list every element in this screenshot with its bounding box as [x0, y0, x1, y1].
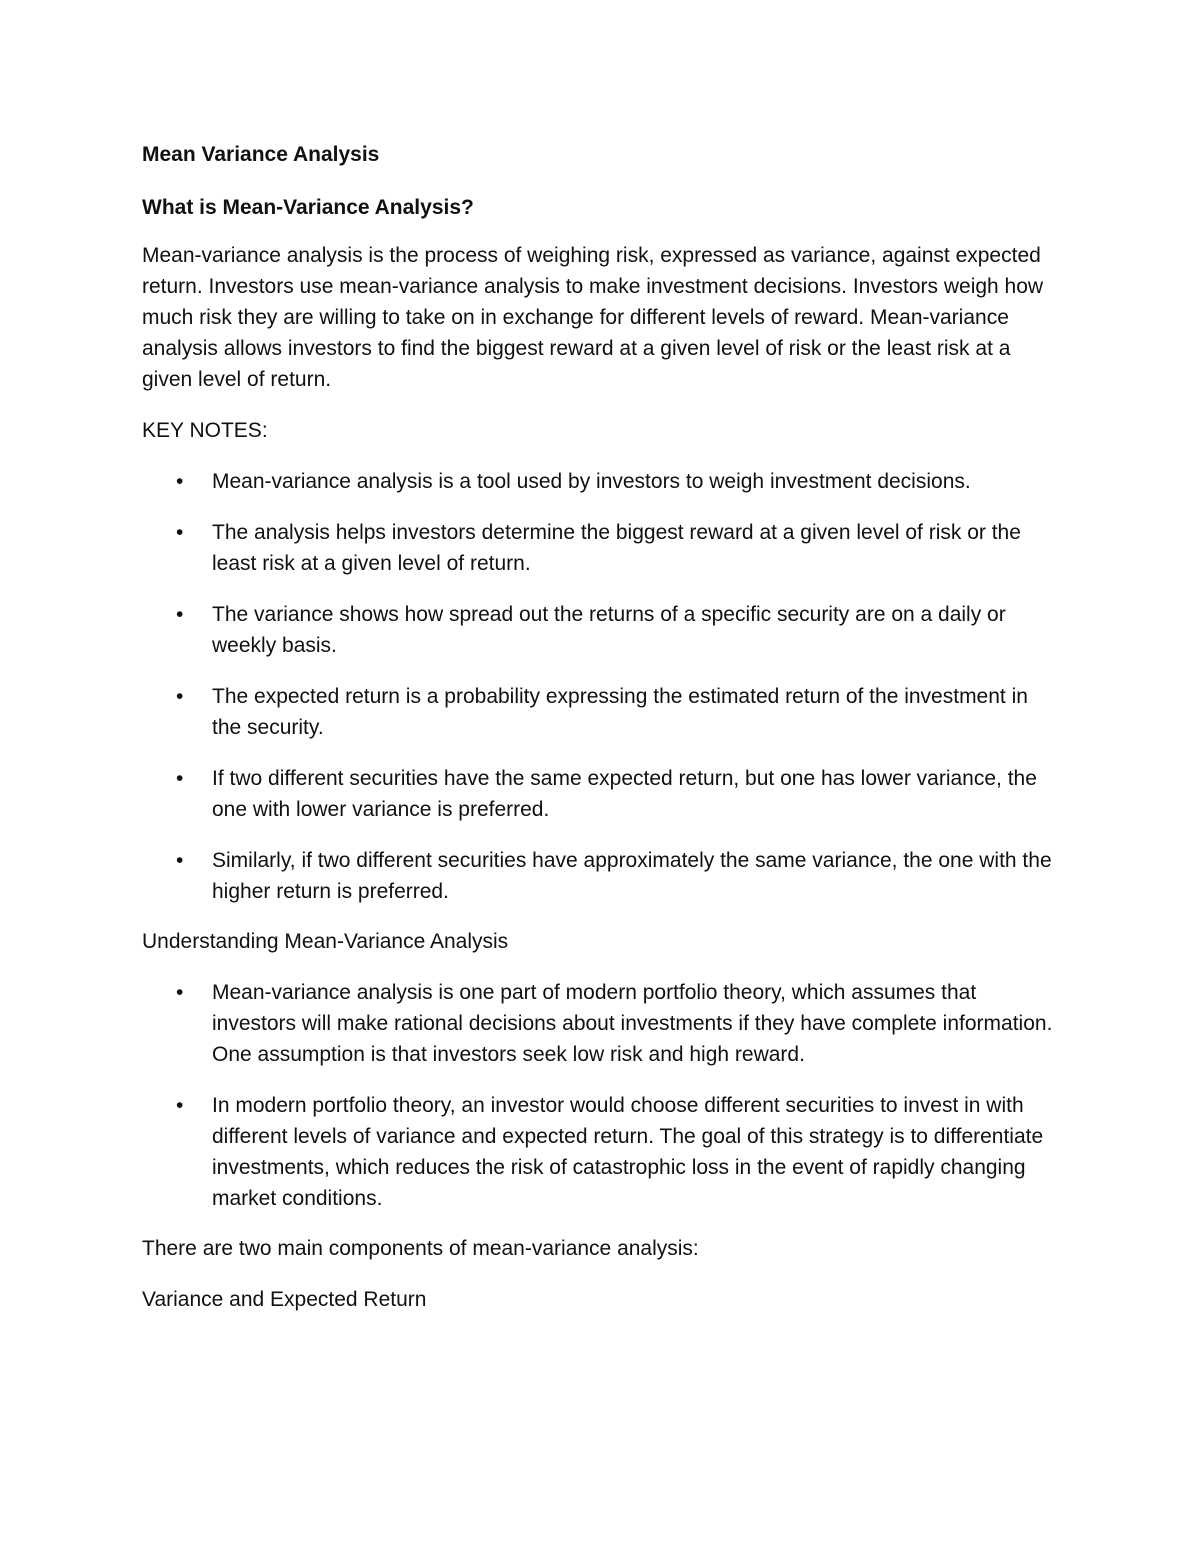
list-item-text: Similarly, if two different securities have approximately the same variance, the one with the higher return is preferred.: [212, 849, 1052, 903]
document-title: Mean Variance Analysis: [142, 143, 380, 166]
list-item-text: The expected return is a probability expressing the estimated return of the investment in the security.: [212, 685, 1028, 739]
list-item-text: If two different securities have the same expected return, but one has lower variance, the one with lower variance is preferred.: [212, 767, 1037, 821]
bullet-icon: •: [176, 1094, 184, 1117]
intro-paragraph: Mean-variance analysis is the process of weighing risk, expressed as variance, against expected return. Investors use mean-variance analysis to make investment decisions. Investors weigh how much risk they are willing to take on in exchange for different levels of reward. Mean-variance analysis allows investors to find the biggest reward at a given level of risk or the least risk at a given level of return.: [142, 244, 1044, 391]
understanding-heading: Understanding Mean-Variance Analysis: [142, 930, 509, 953]
list-item: [142, 977, 1062, 1070]
list-item: [142, 466, 1062, 497]
key-notes-heading: KEY NOTES:: [142, 419, 268, 442]
list-item: [142, 517, 1062, 579]
list-item-text: The variance shows how spread out the returns of a specific security are on a daily or weekly basis.: [212, 603, 1006, 657]
bullet-icon: •: [176, 603, 184, 626]
key-notes-list: [142, 466, 1062, 907]
list-item-text: Mean-variance analysis is a tool used by investors to weigh investment decisions.: [212, 470, 971, 493]
bullet-icon: •: [176, 521, 184, 544]
document-page: [142, 138, 1062, 1335]
list-item: [142, 599, 1062, 661]
bullet-icon: •: [176, 849, 184, 872]
list-item: [142, 845, 1062, 907]
section-heading-what-is: What is Mean-Variance Analysis?: [142, 196, 474, 219]
components-heading: Variance and Expected Return: [142, 1288, 427, 1311]
list-item: [142, 1090, 1062, 1214]
list-item: [142, 763, 1062, 825]
bullet-icon: •: [176, 767, 184, 790]
list-item-text: In modern portfolio theory, an investor would choose different securities to invest in with different levels of variance and expected return. The goal of this strategy is to differentiate investments, which reduces the risk of catastrophic loss in the event of rapidly changing market conditions.: [212, 1094, 1044, 1210]
list-item-text: The analysis helps investors determine the biggest reward at a given level of risk or the least risk at a given level of return.: [212, 521, 1021, 575]
list-item-text: Mean-variance analysis is one part of modern portfolio theory, which assumes that investors will make rational decisions about investments if they have complete information. One assumption is that investors seek low risk and high reward.: [212, 981, 1053, 1066]
bullet-icon: •: [176, 685, 184, 708]
list-item: [142, 681, 1062, 743]
components-intro: There are two main components of mean-variance analysis:: [142, 1237, 699, 1260]
understanding-list: [142, 977, 1062, 1214]
bullet-icon: •: [176, 981, 184, 1004]
bullet-icon: •: [176, 470, 184, 493]
